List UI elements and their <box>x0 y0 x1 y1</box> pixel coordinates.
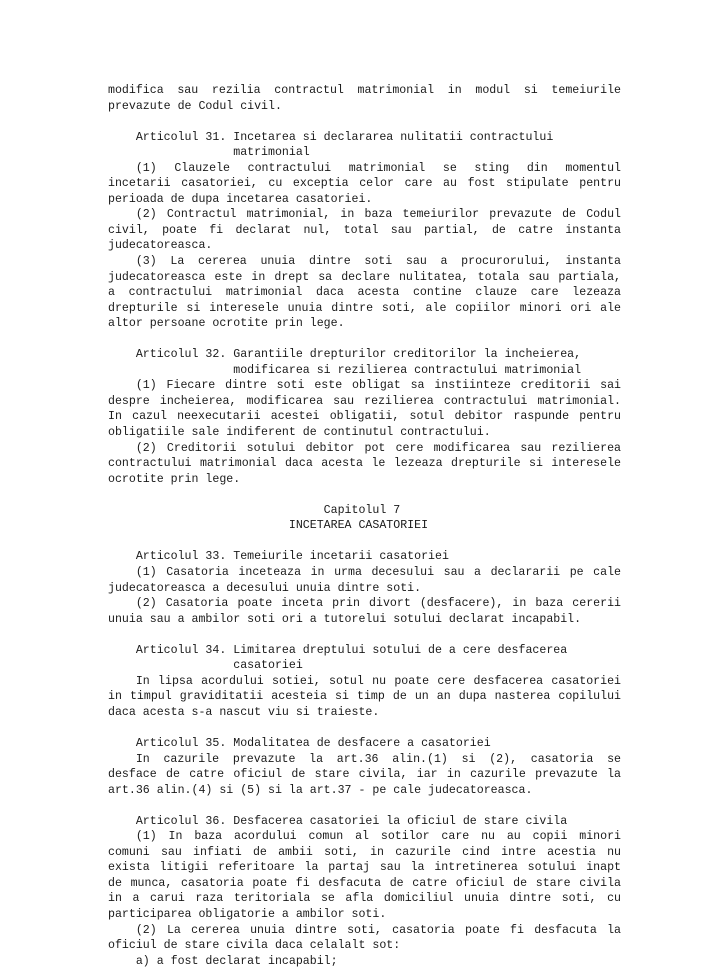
text-line: contractului matrimonial daca acesta le lezeaza drepturile si interesele <box>108 457 621 471</box>
blank-line <box>108 114 621 130</box>
text-line: Articolul 31. Incetarea si declararea nulitatii contractului <box>108 130 554 144</box>
text-line: participarea obligatorie a ambilor soti. <box>108 907 387 921</box>
text-line: ocrotite prin lege. <box>108 472 241 486</box>
text-line: In cazul neexecutarii acestei obligatii, sotul debitor raspunde pentru <box>108 410 621 424</box>
text-line: prevazute de Codul civil. <box>108 99 282 113</box>
text-line: (2) Casatoria poate inceta prin divort (desfacere), in baza cererii <box>135 597 621 611</box>
text-line: art.36 alin.(4) si (5) si la art.37 - pe cale judecatoreasca. <box>108 783 533 797</box>
text-line: desface de catre oficiul de stare civila, iar in cazurile prevazute la <box>108 768 621 782</box>
text-line: daca acesta s-a nascut viu si traieste. <box>108 705 380 719</box>
blank-line <box>108 487 621 503</box>
text-line: judecatoreasca este in drept sa declare nulitatea, totala sau partiala, <box>108 270 621 284</box>
text-line: Articolul 34. Limitarea dreptului sotului de a cere desfacerea <box>108 643 568 657</box>
text-line: in a carui raza teritoriala se afla domiciliul unuia dintre soti, cu <box>108 892 621 906</box>
text-line: (2) Creditorii sotului debitor pot cere modificarea sau rezilierea <box>135 441 621 455</box>
text-line: modifica sau rezilia contractul matrimonial in modul si temeiurile <box>108 84 621 97</box>
text-line: INCETAREA CASATORIEI <box>108 519 429 533</box>
blank-line <box>108 534 621 550</box>
text-line: (1) Casatoria inceteaza in urma decesului sau a declararii pe cale <box>135 565 621 579</box>
text-line: Articolul 33. Temeiurile incetarii casatoriei <box>108 550 449 564</box>
text-line: drepturile si interesele unuia dintre soti, ale copiilor minori ori ale <box>108 301 621 315</box>
text-line: Articolul 36. Desfacerea casatoriei la oficiul de stare civila <box>108 814 568 828</box>
text-line: judecatoreasca. <box>108 239 213 253</box>
text-line: a) a fost declarat incapabil; <box>108 954 338 968</box>
text-line: oficiul de stare civila daca celalalt sot: <box>108 939 401 953</box>
text-line: altor persoane ocrotite prin lege. <box>108 317 345 331</box>
text-line: obligatiile sale indiferent de continutul contractului. <box>108 426 491 440</box>
text-line: in timpul graviditatii acesteia si timp de un an dupa nasterea copilului <box>108 690 621 704</box>
text-line: unuia sau a ambilor soti ori a tutorelui sotului declarat incapabil. <box>108 612 582 626</box>
text-line: (2) Contractul matrimonial, in baza temeiurilor prevazute de Codul <box>135 208 621 222</box>
text-line: (1) In baza acordului comun al sotilor care nu au copii minori <box>135 830 621 844</box>
text-line: In cazurile prevazute la art.36 alin.(1) si (2), casatoria se <box>135 752 621 766</box>
text-line: perioada de dupa incetarea casatoriei. <box>108 192 373 206</box>
document-page <box>108 83 621 969</box>
text-line: modificarea si rezilierea contractului matrimonial <box>108 363 582 377</box>
text-line: Articolul 35. Modalitatea de desfacere a casatoriei <box>108 736 491 750</box>
text-line: exista litigii referitoare la partaj sau la intretinerea sotului inapt <box>108 861 621 875</box>
text-line: comuni sau infiati de ambii soti, in cazurile cind intre acestia nu <box>108 845 621 859</box>
text-line: (2) La cererea unuia dintre soti, casatoria poate fi desfacuta la <box>135 923 621 937</box>
blank-line <box>108 720 621 736</box>
blank-line <box>108 332 621 348</box>
text-line: Articolul 32. Garantiile drepturilor creditorilor la incheierea, <box>108 348 582 362</box>
text-line: a contractului matrimonial daca acesta contine clauze care lezeaza <box>108 286 621 300</box>
text-line: (3) La cererea unuia dintre soti sau a procurorului, instanta <box>135 255 621 269</box>
blank-line <box>108 798 621 814</box>
text-line: judecatoreasca a decesului unuia dintre soti. <box>108 581 422 595</box>
text-line: casatoriei <box>108 659 303 673</box>
text-line: In lipsa acordului sotiei, sotul nu poate cere desfacerea casatoriei <box>135 674 621 688</box>
text-line: despre incheierea, modificarea sau rezilierea contractului matrimonial. <box>108 394 621 408</box>
text-line: Capitolul 7 <box>108 503 401 517</box>
text-line: (1) Clauzele contractului matrimonial se sting din momentul <box>135 161 621 175</box>
text-line: matrimonial <box>108 146 310 160</box>
text-line: (1) Fiecare dintre soti este obligat sa instiinteze creditorii sai <box>135 379 621 393</box>
text-line: de munca, casatoria poate fi desfacuta de catre oficiul de stare civila <box>108 876 621 890</box>
text-line: incetarii casatoriei, cu exceptia celor care au fost stipulate pentru <box>108 177 621 191</box>
text-line: civil, poate fi declarat nul, total sau partial, de catre instanta <box>108 223 621 237</box>
blank-line <box>108 627 621 643</box>
